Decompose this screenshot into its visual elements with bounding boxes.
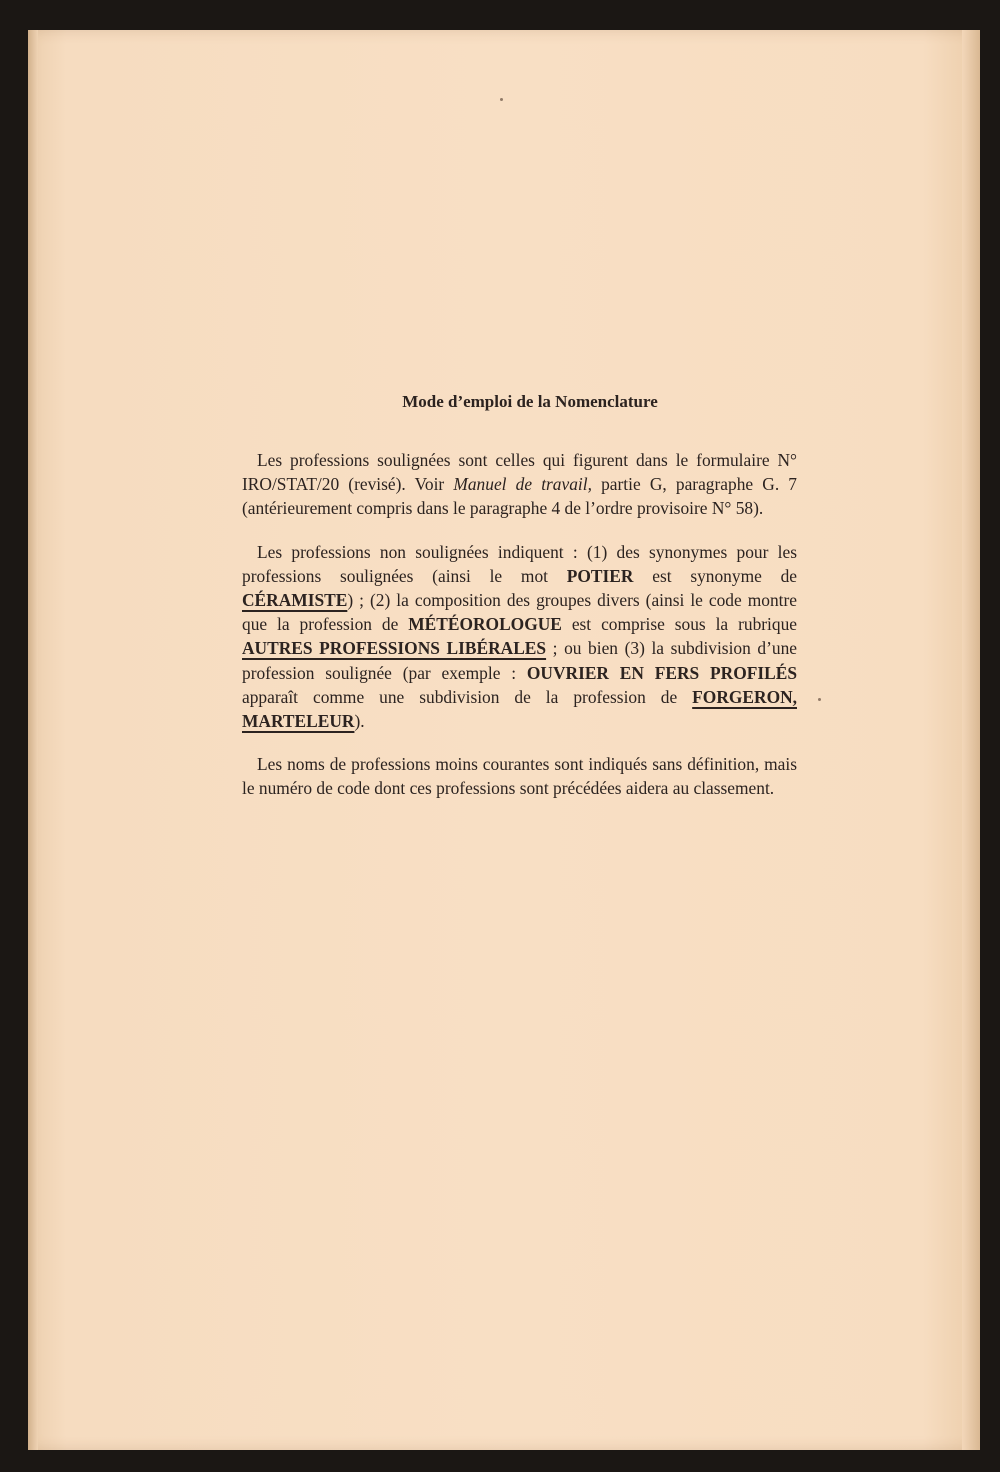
term-forgeron-marteleur: FORGERON, MARTELEUR (242, 686, 797, 732)
paper-speck (818, 698, 821, 701)
page-left-edge (28, 30, 38, 1450)
term-meteorologue: MÉTÉOROLOGUE (408, 614, 562, 635)
term-autres-professions-liberales: AUTRES PROFESSIONS LIBÉRALES (242, 638, 547, 659)
paragraph-underlined-professions (242, 448, 797, 521)
paragraph-2-text: Les professions non soulignées indiquent : (1) des synonymes pour les professions soulignées (ainsi le mot (242, 541, 797, 586)
paragraph-2-text: apparaît comme une subdivision de la profession de (242, 686, 693, 707)
manual-reference-italic: Manuel de travail, (453, 474, 592, 495)
paragraph-2-text: est comprise sous la rubrique (561, 614, 797, 635)
paper-speck (500, 98, 503, 101)
paragraph-1-text: Les professions soulignées sont celles qui figurent dans le formulaire N° IRO/STAT/20 (revisé). Voir (242, 450, 797, 495)
paragraph-2-text: ) ; (2) la composition des groupes divers (ainsi le code montre que la profession de (242, 590, 797, 635)
paragraph-1-text-end: partie G, paragraphe G. 7 (antérieurement compris dans le paragraphe 4 de l’ordre provisoire N° 58). (242, 474, 798, 519)
term-potier: POTIER (566, 565, 634, 586)
document-title: Mode d’emploi de la Nomenclature (402, 392, 658, 411)
document-body (242, 448, 797, 820)
page-right-edge (962, 30, 980, 1450)
paragraph-2-text-end: ). (354, 711, 365, 732)
paragraph-non-underlined-professions (242, 540, 797, 734)
paragraph-2-text: ; ou bien (3) la subdivision d’une profession soulignée (par exemple : (242, 638, 797, 683)
term-ouvrier-en-fers-profiles: OUVRIER EN FERS PROFILÉS (526, 662, 797, 683)
term-ceramiste: CÉRAMISTE (242, 590, 348, 611)
paragraph-less-common-professions: Les noms de professions moins courantes sont indiqués sans définition, mais le numéro de code dont ces professions sont précédées aidera au classement. (242, 754, 797, 799)
paragraph-2-text: est synonyme de (633, 565, 798, 586)
